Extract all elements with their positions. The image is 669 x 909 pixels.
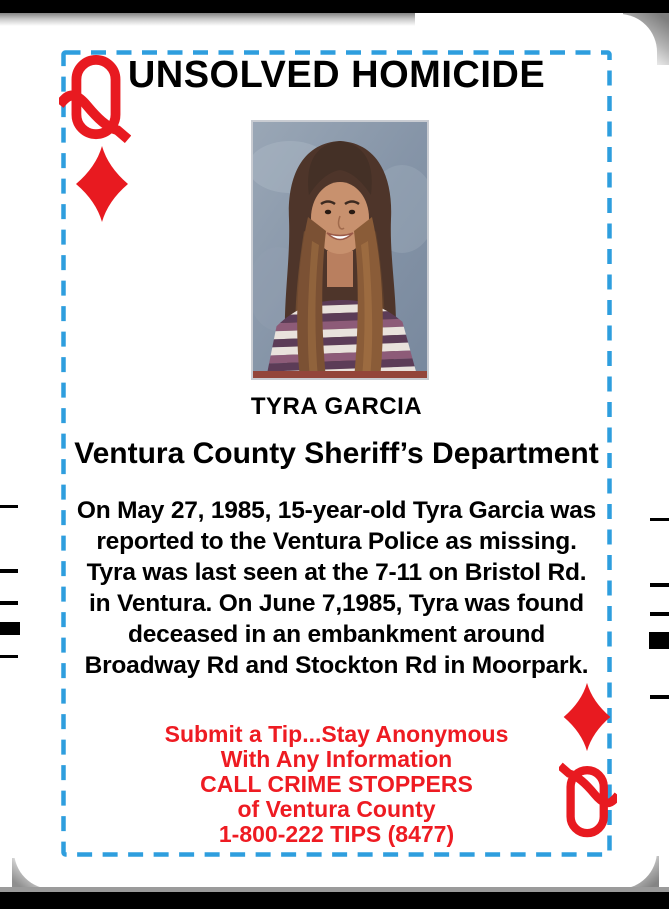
- stack-edge-mark: [0, 622, 20, 635]
- case-line: reported to the Ventura Police as missing.: [96, 528, 577, 555]
- stack-edge-mark: [649, 632, 669, 649]
- stack-edge-mark: [650, 612, 669, 616]
- victim-photo: [251, 120, 429, 380]
- tip-line: Submit a Tip...Stay Anonymous: [164, 721, 509, 747]
- case-line: Broadway Rd and Stockton Rd in Moorpark.: [84, 652, 589, 679]
- stack-edge-mark: [650, 518, 669, 521]
- tip-line: of Ventura County: [237, 796, 436, 822]
- scan-top-bar: [0, 0, 669, 13]
- stack-edge-mark: [0, 655, 18, 658]
- tip-instructions: [63, 722, 610, 847]
- stack-edge-mark: [650, 583, 669, 587]
- case-line: Tyra was last seen at the 7-11 on Bristol Rd.: [86, 559, 587, 586]
- tip-line: CALL CRIME STOPPERS: [200, 771, 473, 797]
- card-content: [63, 52, 610, 855]
- tip-line: 1-800-222 TIPS (8477): [218, 821, 455, 847]
- card-title: UNSOLVED HOMICIDE: [127, 54, 546, 96]
- case-description: [63, 495, 610, 681]
- case-line: deceased in an embankment around: [127, 621, 546, 648]
- rank-corner-bottom-right: [559, 756, 617, 844]
- scan-top-shadow: [0, 13, 415, 26]
- case-line: in Ventura. On June 7,1985, Tyra was found: [89, 590, 584, 617]
- tip-line: With Any Information: [220, 746, 453, 772]
- agency-name: Ventura County Sheriff’s Department: [74, 437, 599, 470]
- stack-edge-mark: [0, 601, 18, 605]
- stack-edge-mark: [650, 695, 669, 699]
- diamond-pip-icon: [71, 145, 133, 223]
- victim-name: TYRA GARCIA: [250, 393, 423, 420]
- stack-edge-mark: [0, 505, 18, 508]
- diamond-pip-icon: [557, 682, 617, 752]
- queen-rank-icon: [559, 756, 617, 844]
- scan-bottom-bar: [0, 892, 669, 909]
- case-line: On May 27, 1985, 15-year-old Tyra Garcia was: [76, 497, 597, 524]
- stack-edge-mark: [0, 569, 18, 573]
